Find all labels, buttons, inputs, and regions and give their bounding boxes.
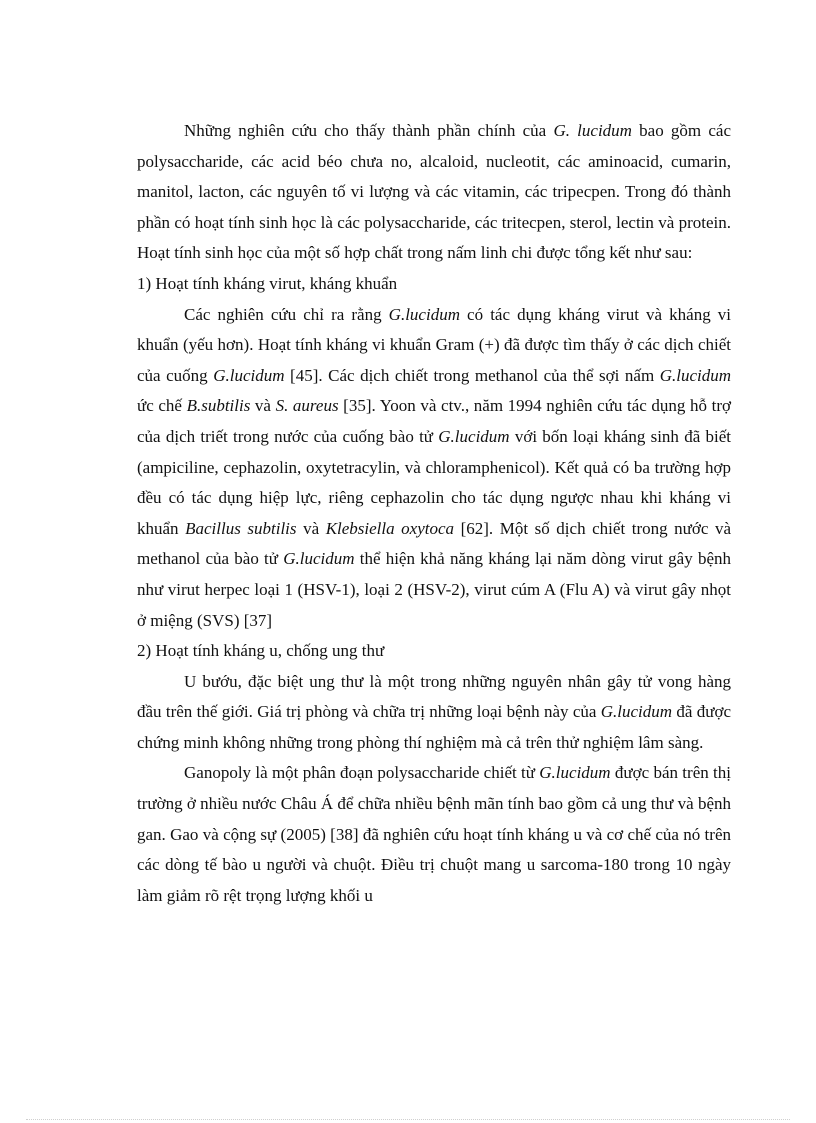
species-name: G.lucidum <box>539 763 611 783</box>
section-heading-antitumor: 2) Hoạt tính kháng u, chống ung thư <box>137 641 385 661</box>
species-name: G.lucidum <box>213 365 285 385</box>
species-name: S. aureus <box>275 396 339 416</box>
species-name: Bacillus subtilis <box>185 518 297 538</box>
species-name: G.lucidum <box>600 702 673 722</box>
species-name: B.subtilis <box>186 396 251 416</box>
species-name: G.lucidum <box>438 426 510 446</box>
species-name: G.lucidum <box>283 549 355 569</box>
species-name: G.lucidum <box>659 365 731 385</box>
paragraph-antitumor: U bướu, đặc biệt ung thư là một trong những nguyên nhân gây tử vong hàng đầu trên thế giới. Giá trị phòng và chữa trị những loại bệnh này của G.lucidum đã được chứng minh không những trong phòng thí nghiệm mà cả trên thử nghiệm lâm sàng. <box>137 671 732 752</box>
section-heading-antiviral: 1) Hoạt tính kháng virut, kháng khuẩn <box>137 273 398 293</box>
species-name: Klebsiella oxytoca <box>325 518 455 538</box>
paragraph-composition: Những nghiên cứu cho thấy thành phần chính của G. lucidum bao gồm các polysaccharide, các acid béo chưa no, alcaloid, nucleotit, các aminoacid, cumarin, manitol, lacton, các nguyên tố vi lượng và các vitamin, các tripecpen. Trong đó thành phần có hoạt tính sinh học là các polysaccharide, các tritecpen, sterol, lectin và protein. Hoạt tính sinh học của một số hợp chất trong nấm linh chi được tổng kết như sau: <box>137 121 731 263</box>
species-name: G. lucidum <box>553 121 632 140</box>
paragraph-ganopoly: Ganopoly là một phân đoạn polysaccharide chiết từ G.lucidum được bán trên thị trường ở nhiều nước Châu Á để chữa nhiều bệnh mãn tính bao gồm cả ung thư và bệnh gan. Gao và cộng sự (2005) [38] đã nghiên cứu hoạt tính kháng u và cơ chế của nó trên các dòng tế bào u người và chuột. Điều trị chuột mang u sarcoma-180 trong 10 ngày làm giảm rõ rệt trọng lượng khối u <box>137 763 731 905</box>
document-page <box>137 116 731 911</box>
paragraph-antiviral: Các nghiên cứu chỉ ra rằng G.lucidum có tác dụng kháng virut và kháng vi khuẩn (yếu hơn). Hoạt tính kháng vi khuẩn Gram (+) đã được tìm thấy ở các dịch chiết của cuống G.lucidum [45]. Các dịch chiết trong methanol của thể sợi nấm G.lucidum ức chế B.subtilis và S. aureus [35]. Yoon và ctv., năm 1994 nghiên cứu tác dụng hỗ trợ của dịch triết trong nước của cuống bào tử G.lucidum với bốn loại kháng sinh đã biết (ampiciline, cephazolin, oxytetracylin, và chloramphenicol). Kết quả có ba trường hợp đều có tác dụng hiệp lực, riêng cephazolin cho tác dụng ngược nhau khi kháng vi khuẩn Bacillus subtilis và Klebsiella oxytoca [62]. Một số dịch chiết trong nước và methanol của bào tử G.lucidum thể hiện khả năng kháng lại năm dòng virut gây bệnh như virut herpec loại 1 (HSV-1), loại 2 (HSV-2), virut cúm A (Flu A) và virut gây nhọt ở miệng (SVS) [37] <box>137 304 732 630</box>
page-bottom-divider <box>26 1119 790 1120</box>
species-name: G.lucidum <box>388 304 460 324</box>
